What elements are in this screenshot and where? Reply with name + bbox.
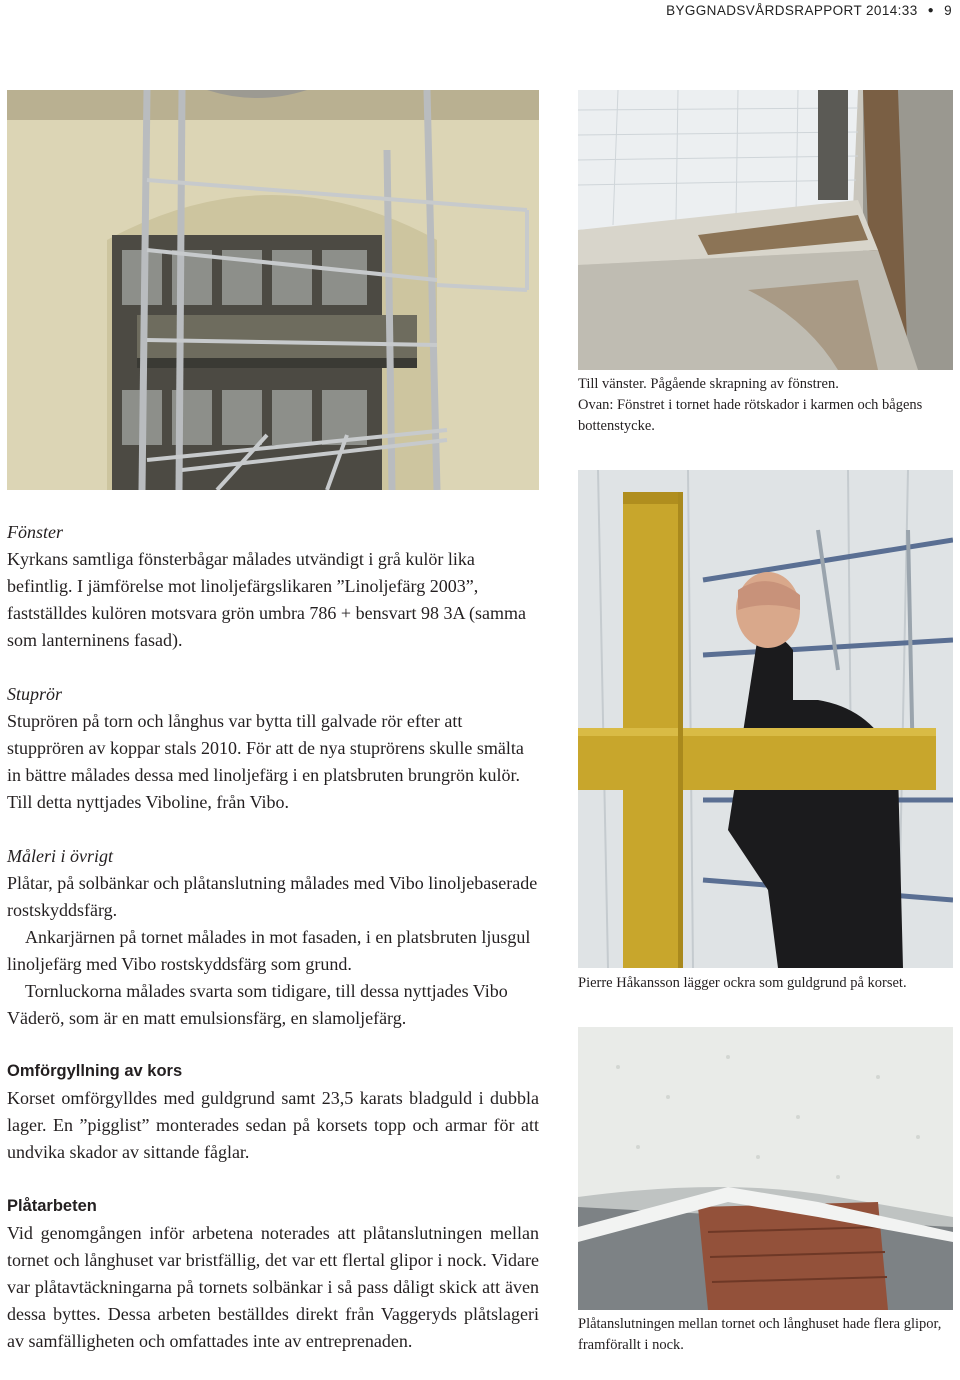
caption-scraping	[578, 374, 953, 437]
heading-platarbeten: Plåtarbeten	[7, 1197, 97, 1215]
section-fonster	[7, 519, 539, 654]
body-maleri-p1: Plåtar, på solbänkar och plåtanslutning målades med Vibo linoljebaserade rostskyddsfärg.	[7, 873, 538, 920]
section-korset	[7, 1058, 539, 1166]
heading-maleri: Måleri i övrigt	[7, 846, 113, 866]
heading-fonster: Fönster	[7, 522, 63, 542]
section-maleri	[7, 843, 539, 1032]
body-korset: Korset omförgylldes med guldgrund samt 23,5 karats bladguld i dubbla lager. En ”pigglist” monterades sedan på korsets topp och armar för att undvika skador av sittande fåglar.	[7, 1088, 539, 1162]
section-stupror	[7, 681, 539, 816]
running-header	[666, 0, 952, 20]
body-maleri-p2: Ankarjärnen på tornet målades in mot fasaden, i en platsbruten ljusgul linoljefärg med Vibo rostskyddsfärg som grund.	[7, 927, 531, 974]
caption-cross-text: Pierre Håkansson lägger ockra som guldgrund på korset.	[578, 975, 907, 991]
page-number: 9	[944, 2, 952, 18]
section-platarbeten	[7, 1193, 539, 1355]
photo-sheet-metal-gap	[578, 1027, 953, 1310]
heading-stupror: Stuprör	[7, 684, 63, 704]
body-fonster: Kyrkans samtliga fönsterbågar målades utvändigt i grå kulör lika befintlig. I jämförelse mot linoljefärgslikaren ”Linoljefärg 2003”, fastställdes kulören motsvara grön umbra 786 + bensvart 98 3A (samma som lanterninens fasad).	[7, 549, 527, 650]
separator-bullet: ●	[927, 4, 935, 16]
caption-flashing-text: Plåtanslutningen mellan tornet och långhuset hade flera glipor, framförallt i nock.	[578, 1316, 942, 1353]
report-title: BYGGNADSVÅRDSRAPPORT 2014:33	[666, 2, 918, 18]
caption-scraping-text: Till vänster. Pågående skrapning av fönstren. Ovan: Fönstret i tornet hade rötskador i karmen och bågens bottenstycke.	[578, 376, 923, 434]
body-maleri-p3: Tornluckorna målades svarta som tidigare, till dessa nyttjades Vibo Väderö, som är en matt emulsionsfärg, en slamoljefärg.	[7, 981, 508, 1028]
body-stupror: Stuprören på torn och långhus var bytta till galvade rör efter att stupprören av koppar stals 2010. För att de nya stuprörens skulle smälta in bättre målades dessa med linoljefärg i en platsbruten brungrön kulör. Till detta nyttjades Viboline, från Vibo.	[7, 711, 524, 812]
caption-cross	[578, 973, 958, 994]
caption-flashing	[578, 1314, 953, 1356]
heading-korset: Omförgyllning av kors	[7, 1062, 183, 1080]
body-platarbeten: Vid genomgången inför arbetena noterades att plåtanslutningen mellan tornet och långhuset var bristfällig, det var ett flertal glipor i nock. Vidare var plåtavtäckningarna på tornets solbänkar i så pass dåligt skick att även dessa byttes. Dessa arbeten beställdes direkt från Vaggeryds plåtslageri av samfälligheten och omfattades inte av entreprenaden.	[7, 1223, 539, 1351]
photo-cross-painting	[578, 470, 953, 968]
photo-scaffolding-window	[7, 90, 539, 490]
photo-window-rot-damage	[578, 90, 953, 370]
